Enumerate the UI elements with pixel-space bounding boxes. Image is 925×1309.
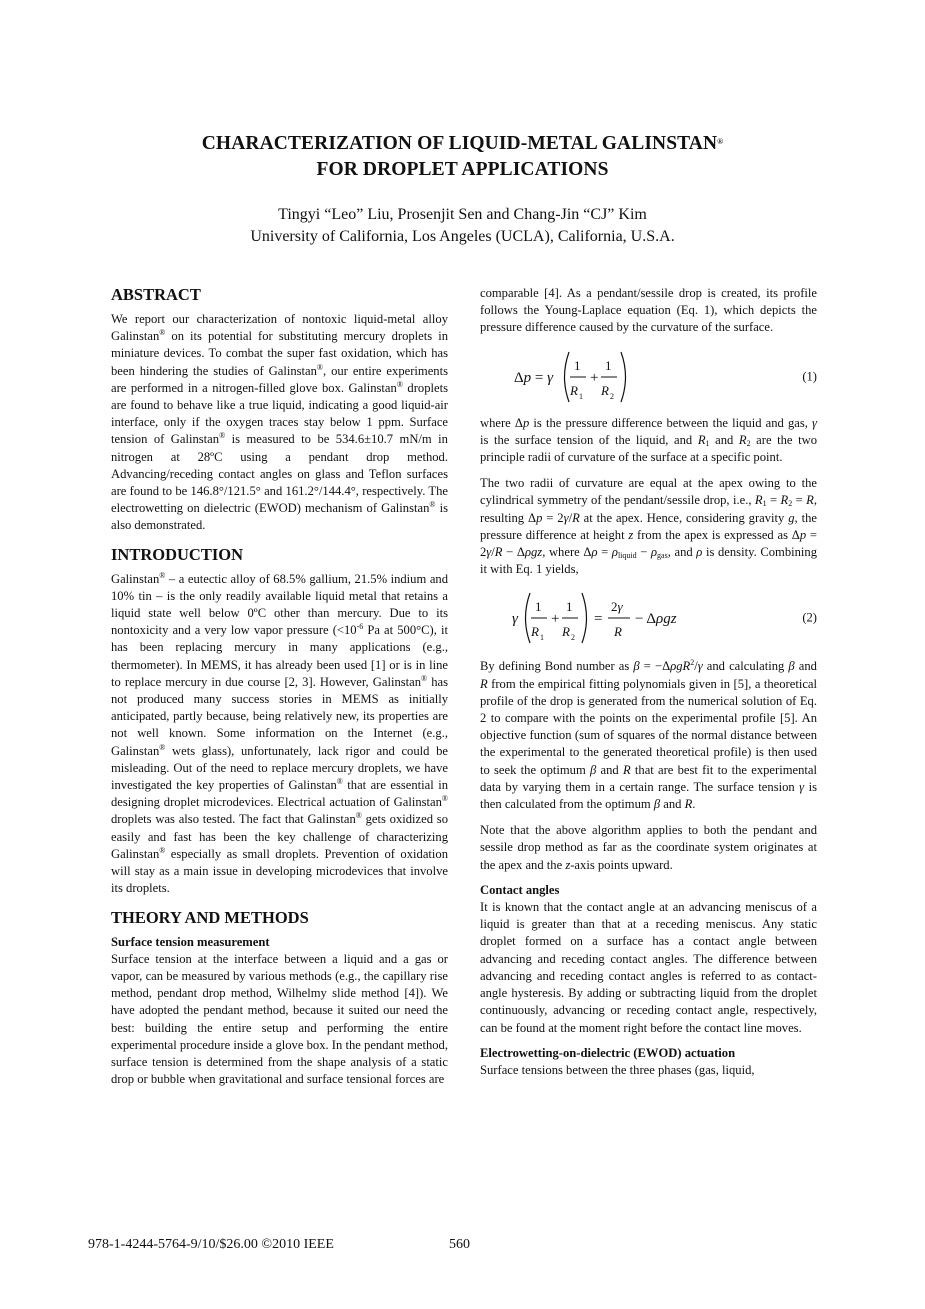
svg-text:R: R xyxy=(562,624,570,640)
surface-tension-subheading: Surface tension measurement xyxy=(111,934,270,949)
svg-text:+: + xyxy=(551,611,560,628)
svg-text:− Δρgz: − Δρgz xyxy=(635,611,677,628)
svg-text:1: 1 xyxy=(574,357,581,373)
author-names: Tingyi “Leo” Liu, Prosenjit Sen and Chang-Jin “CJ” Kim xyxy=(278,206,647,223)
svg-text:R: R xyxy=(531,624,539,640)
svg-text:R: R xyxy=(570,382,578,398)
right-column xyxy=(480,285,817,1079)
author-block xyxy=(0,204,925,248)
svg-text:2: 2 xyxy=(610,391,614,401)
abstract-heading: ABSTRACT xyxy=(111,285,201,304)
author-affiliation: University of California, Los Angeles (UCLA), California, U.S.A. xyxy=(250,228,675,245)
equation-2 xyxy=(480,583,817,653)
introduction-heading: INTRODUCTION xyxy=(111,544,244,564)
page-number: 560 xyxy=(449,1237,470,1252)
bond-number-paragraph: By defining Bond number as β = −ΔρgR$^2$/γ and calculating β and R from the empirical fitting polynomials given in [5], a theoretical profile of the drop is generated from the numerical solution of Eq. 2 to compare with the points on the experimental profile [5]. An objective function (sum of squares of the normal distance between the experimental to the generated theoretical profile) is then used to seek the optimum β and R that are best fit to the experimental data by varying them in a certain range. The surface tension γ is then calculated from the optimum β and R. xyxy=(480,658,817,812)
svg-text:1: 1 xyxy=(579,391,583,401)
introduction-paragraph: Galinstan® – a eutectic alloy of 68.5% gallium, 21.5% indium and 10% tin – is the only readily available liquid metal that retains a liquid state well below 0ºC other than mercury. Due to its nontoxicity and a very low vapor pressure ($<10^{-6}$ Pa at 500°C), it has been replacing mercury in many applications (e.g., thermometer). In MEMS, it has already been used [1] or is in line to replace mercury in due course [2, 3]. However, Galinstan® has not produced many success stories in MEMS as initially anticipated, partly because, being relatively new, its properties are not well known. Some information on the Internet (e.g., Galinstan® wets glass), unfortunately, lack rigor and could be misleading. Out of the need to replace mercury droplets, we have investigated the key properties of Galinstan® that are essential in designing droplet microdevices. Electrical actuation of Galinstan® droplets was also tested. The fact that Galinstan® gets oxidized so easily and fast has been the key challenge of characterizing Galinstan® especially as small droplets. Prevention of oxidation will stay as a main issue in developing microdevices that involve its droplets. xyxy=(111,570,449,896)
contact-angles-paragraph: It is known that the contact angle at an advancing meniscus of a liquid is greater than that at a receding meniscus. Any static droplet formed on a surface has a contact angle between advancing and receding contact angles. The difference between advancing and receding contact angles is referred to as contact-angle hysteresis. By adding or subtracting liquid from the droplet continuously, advancing or receding contact angle, respectively, can be found at the moment right before the contact line moves. xyxy=(480,900,817,1035)
equation-1-number: (1) xyxy=(802,369,817,384)
svg-text:Δp = γ: Δp = γ xyxy=(514,369,554,386)
svg-text:R: R xyxy=(614,624,622,640)
svg-text:1: 1 xyxy=(566,599,573,615)
title-line-2: FOR DROPLET APPLICATIONS xyxy=(316,159,609,180)
svg-text:1: 1 xyxy=(535,599,542,615)
contact-angles-subheading: Contact angles xyxy=(480,882,560,897)
title-line-1: CHARACTERIZATION OF LIQUID-METAL GALINSTAN® xyxy=(201,133,724,154)
svg-text:2γ: 2γ xyxy=(611,599,623,615)
svg-text:γ: γ xyxy=(512,611,518,628)
svg-text:1: 1 xyxy=(605,357,612,373)
paper-title xyxy=(0,131,925,183)
ewod-subheading: Electrowetting-on-dielectric (EWOD) actuation xyxy=(480,1045,736,1060)
theory-heading: THEORY AND METHODS xyxy=(111,907,309,927)
algorithm-note-paragraph: Note that the above algorithm applies to both the pendant and sessile drop method as far as the coordinate system originates at the apex and the z-axis points upward. xyxy=(480,823,817,872)
equation-1-graphic xyxy=(480,343,630,411)
left-column xyxy=(111,285,448,1088)
footer-copyright: 978-1-4244-5764-9/10/$26.00 ©2010 IEEE xyxy=(88,1237,334,1252)
ewod-paragraph: Surface tensions between the three phases (gas, liquid, xyxy=(480,1062,755,1077)
svg-text:1: 1 xyxy=(540,633,544,643)
abstract-paragraph: We report our characterization of nontoxic liquid-metal alloy Galinstan® on its potential for substituting mercury droplets in miniature devices. To combat the super fast oxidation, which has been hindering the studies of Galinstan®, our entire experiments are performed in a nitrogen-filled glove box. Galinstan® droplets are found to behave like a true liquid, indicating a good liquid-air interface, only if the oxygen traces stay below 1 ppm. Surface tension of Galinstan® is measured to be 534.6±10.7 mN/m in nitrogen at 28ºC using a pendant drop method. Advancing/receding contact angles on glass and Teflon surfaces are found to be 146.8°/121.5° and 161.2°/144.4°, respectively. The electrowetting on dielectric (EWOD) mechanism of Galinstan® is also demonstrated. xyxy=(111,312,448,533)
svg-text:=: = xyxy=(594,611,603,628)
young-laplace-paragraph: comparable [4]. As a pendant/sessile drop is created, its profile follows the Young-Laplace equation (Eq. 1), which depicts the pressure difference caused by the curvature of the surface. xyxy=(480,286,817,335)
svg-text:2: 2 xyxy=(571,633,575,643)
equation-2-number: (2) xyxy=(802,610,817,625)
apex-paragraph: The two radii of curvature are equal at the apex owing to the cylindrical symmetry of the pendant/sessile drop, i.e., $R_1 = R_2 = R$, resulting Δp = 2γ/R at the apex. Hence, considering gravity g, the pressure difference at height z from the apex is expressed as Δp = 2γ/R − Δρgz, where $\Delta\rho = \rho_{liquid} - \rho_{gas}$, and ρ is density. Combining it with Eq. 1 yields, xyxy=(480,476,818,577)
definitions-paragraph: where Δp is the pressure difference between the liquid and gas, γ is the surface tension of the liquid, and $R_1$ and $R_2$ are the two principle radii of curvature of the surface at a specific point. xyxy=(480,415,817,465)
equation-2-graphic xyxy=(480,583,690,653)
svg-text:+: + xyxy=(590,369,599,386)
surface-tension-paragraph: Surface tension at the interface between a liquid and a gas or vapor, can be measured by various methods (e.g., the capillary rise method, pendant drop method, Wilhelmy slide method [4]). We have adopted the pendant method, because it suited our need the best: building the entire setup and performing the entire experimental procedure inside a glove box. In the pendant method, surface tension is determined from the shape analysis of a static drop or bubble when gravitational and surface tensional forces are xyxy=(111,951,448,1087)
svg-text:R: R xyxy=(601,382,609,398)
equation-1 xyxy=(480,343,817,411)
